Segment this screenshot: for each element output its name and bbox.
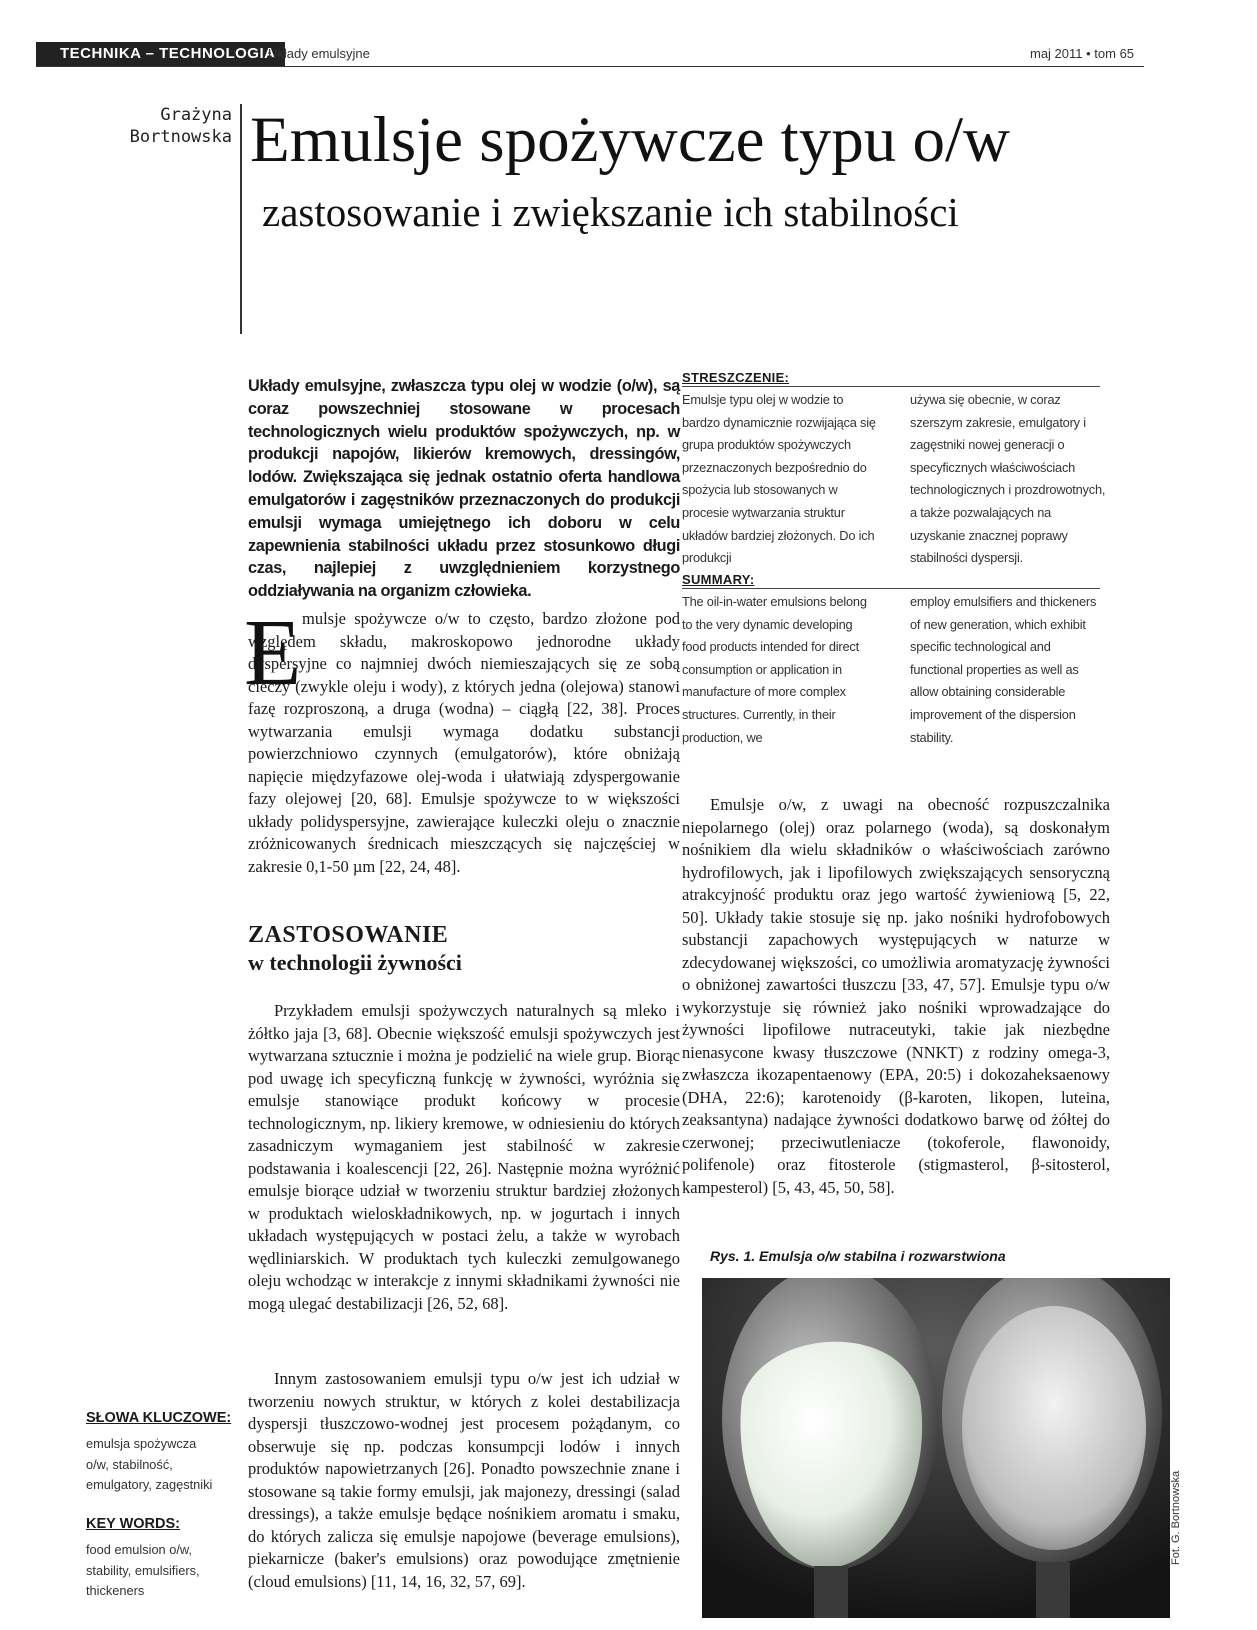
figure-caption-label: Rys. 1. bbox=[710, 1248, 756, 1264]
keywords-pl-heading: SŁOWA KLUCZOWE: bbox=[86, 1410, 232, 1426]
article-lead: Układy emulsyjne, zwłaszcza typu olej w wodzie (o/w), są coraz powszechniej stosowane w procesach technologicznych wielu produktów spożywczych, np. w produkcji napojów, likierów kremowych, dressingów, lodów. Zwiększająca się jednak ostatnio oferta handlowa emulgatorów i zagęstników przeznaczonych do produkcji emulsji wymaga umiejętnego ich doboru w celu zapewnienia stabilności układu przez stosunkowo długi czas, najlepiej z uwzględnieniem korzystnego oddziaływania na organizm człowieka. bbox=[248, 377, 680, 601]
header-rule bbox=[36, 66, 1144, 67]
spoons-illustration bbox=[702, 1278, 1170, 1618]
article-title: Emulsje spożywcze typu o/w bbox=[250, 104, 1010, 176]
author-last-name: Bortnowska bbox=[129, 127, 232, 147]
abstract-pl-col1: Emulsje typu olej w wodzie to bardzo dynamicznie rozwijająca się grupa produktów spożywczych przeznaczonych bezpośrednio do spożycia lub stosowanych w procesie wytwarzania struktur układów bardziej złożonych. Do ich produkcji bbox=[682, 392, 876, 566]
abstract-pl-rule bbox=[682, 386, 1100, 387]
abstract-en-heading: SUMMARY: bbox=[682, 572, 755, 587]
photo-credit: Fot. G. Bortnowska bbox=[1170, 1470, 1182, 1565]
keywords-en-heading: KEY WORDS: bbox=[86, 1516, 180, 1532]
application-paragraph-1: Przykładem emulsji spożywczych naturalnych są mleko i żółtko jaja [3, 68]. Obecnie większość emulsji spożywczych jest wytwarzana sztucznie i można je podzielić na wiele grup. Biorąc pod uwagę ich specyficzną funkcję w żywności, wyróżnia się emulsje stanowiące produkt końcowy w procesie technologicznym, np. likiery kremowe, w odniesieniu do których zasadniczym wymaganiem jest stabilność w zakresie podstawania i koalescencji [22, 26]. Następnie można wyróżnić emulsje biorące udział w tworzeniu struktur bardziej złożonych w produktach wieloskładnikowych, np. w jogurtach i innych układach występujących w postaci żelu, a także w wyrobach wędliniarskich. W produktach tych kuleczki zemulgowanego oleju wchodząc w interakcje z innymi składnikami żywności nie mogą ulegać destabilizacji [26, 52, 68]. bbox=[248, 1001, 680, 1313]
title-divider bbox=[240, 104, 242, 334]
right-spoon-handle bbox=[1036, 1562, 1070, 1618]
header-topic: Układy emulsyjne bbox=[268, 46, 370, 61]
author-name bbox=[90, 104, 232, 148]
intro-paragraph-text: mulsje spożywcze o/w to często, bardzo złożone pod względem składu, makroskopowo jednorodne układy dyspersyjne co najmniej dwóch niemieszających się ze sobą cieczy (zwykle oleju i wody), z których jedna (olejowa) stanowi fazę rozproszoną, a druga (wodna) – ciągłą [22, 38]. Proces wytwarzania emulsji wymaga dodatku substancji powierzchniowo czynnych (emulgatorów), które obniżają napięcie międzyfazowe olej-woda i ułatwiają zdyspergowanie fazy olejowej [20, 68]. Emulsje spożywcze to w większości układy polidyspersyjne, zawierające kuleczki oleju o znacznie zróżnicowanych średnicach mieszczących się najczęściej w zakresie 0,1-50 µm [22, 24, 48]. bbox=[248, 609, 680, 876]
right-paragraph-1: Emulsje o/w, z uwagi na obecność rozpuszczalnika niepolarnego (olej) oraz polarnego (woda), są doskonałym nośnikiem dla wielu składników o właściwościach zarówno hydrofilowych, jak i lipofilowych zwiększających sensoryczną atrakcyjność produktu oraz jego wartość żywieniową [5, 22, 50]. Układy takie stosuje się np. jako nośniki hydrofobowych substancji zapachowych występujących w naturze w zdecydowanej większości, co umożliwia aromatyzację żywności o obniżonej zawartości tłuszczu [33, 47, 57]. Emulsje typu o/w wykorzystuje się również jako nośniki wprowadzające do żywności lipofilowe nutraceutyki, takie jak niezbędne nienasycone kwasy tłuszczowe (NNKT) z rodziny omega-3, zwłaszcza ikozapentaenowy (EPA, 20:5) i dokozaheksaenowy (DHA, 22:6); karotenoidy (β-karoten, likopen, luteina, zeaksantyna) nadające żywności dodatkowo barwę od żółtej do czerwonej; przeciwutleniacze (tokoferole, flawonoidy, polifenole) oraz fitosterole (stigmasterol, β-sitosterol, kampesterol) [5, 43, 45, 50, 58]. bbox=[682, 795, 1110, 1197]
separated-emulsion bbox=[962, 1306, 1146, 1550]
figure-caption-text: Emulsja o/w stabilna i rozwarstwiona bbox=[759, 1248, 1006, 1264]
abstract-en-col1: The oil-in-water emulsions belong to the very dynamic developing food products intended for direct consumption or application in manufacture of more complex structures. Currently, in their production, we bbox=[682, 594, 867, 745]
figure-photo bbox=[702, 1278, 1170, 1618]
left-spoon-handle bbox=[814, 1566, 848, 1618]
intro-paragraph bbox=[248, 608, 680, 878]
figure-caption bbox=[710, 1248, 1006, 1264]
keywords-en-text: food emulsion o/w, stability, emulsifiers, thickeners bbox=[86, 1542, 200, 1598]
author-first-name: Grażyna bbox=[160, 105, 232, 125]
drop-cap: E bbox=[244, 601, 302, 705]
header-issue: maj 2011 • tom 65 bbox=[1030, 46, 1135, 61]
abstract-pl-col2: używa się obecnie, w coraz szerszym zakresie, emulgatory i zagęstniki nowej generacji o specyficznych właściwościach technologicznych i prozdrowotnych, a także pozwalających na uzyskanie znacznej poprawy stabilności dyspersji. bbox=[910, 392, 1106, 566]
abstract-en-col2: employ emulsifiers and thickeners of new generation, which exhibit specific technological and functional properties as well as allow obtaining considerable improvement of the dispersion stability. bbox=[910, 594, 1097, 745]
article-subtitle: zastosowanie i zwiększanie ich stabilności bbox=[262, 189, 959, 235]
abstract-pl-heading: STRESZCZENIE: bbox=[682, 370, 790, 385]
keywords-pl-text: emulsja spożywcza o/w, stabilność, emulgatory, zagęstniki bbox=[86, 1436, 213, 1492]
abstract-en-rule bbox=[682, 588, 1100, 589]
section-heading: ZASTOSOWANIE bbox=[248, 922, 449, 948]
section-subheading: w technologii żywności bbox=[248, 950, 462, 975]
application-paragraph-2: Innym zastosowaniem emulsji typu o/w jest ich udział w tworzeniu nowych struktur, w których z kolei destabilizacja dyspersji tłuszczowo-wodnej jest procesem pożądanym, co obserwuje się np. podczas konsumpcji lodów i innych produktów napowietrzanych [26]. Ponadto powszechnie znane i stosowane są takie formy emulsji, jak majonezy, dressingi (salad dressings), a także emulsje będące nośnikiem aromatu i smaku, do których zalicza się emulsje napojowe (beverage emulsions), piekarnicze (baker's emulsions) oraz powodujące zmętnienie (cloud emulsions) [11, 14, 16, 32, 57, 69]. bbox=[248, 1369, 680, 1591]
section-tag: TECHNIKA – TECHNOLOGIA bbox=[36, 42, 285, 66]
